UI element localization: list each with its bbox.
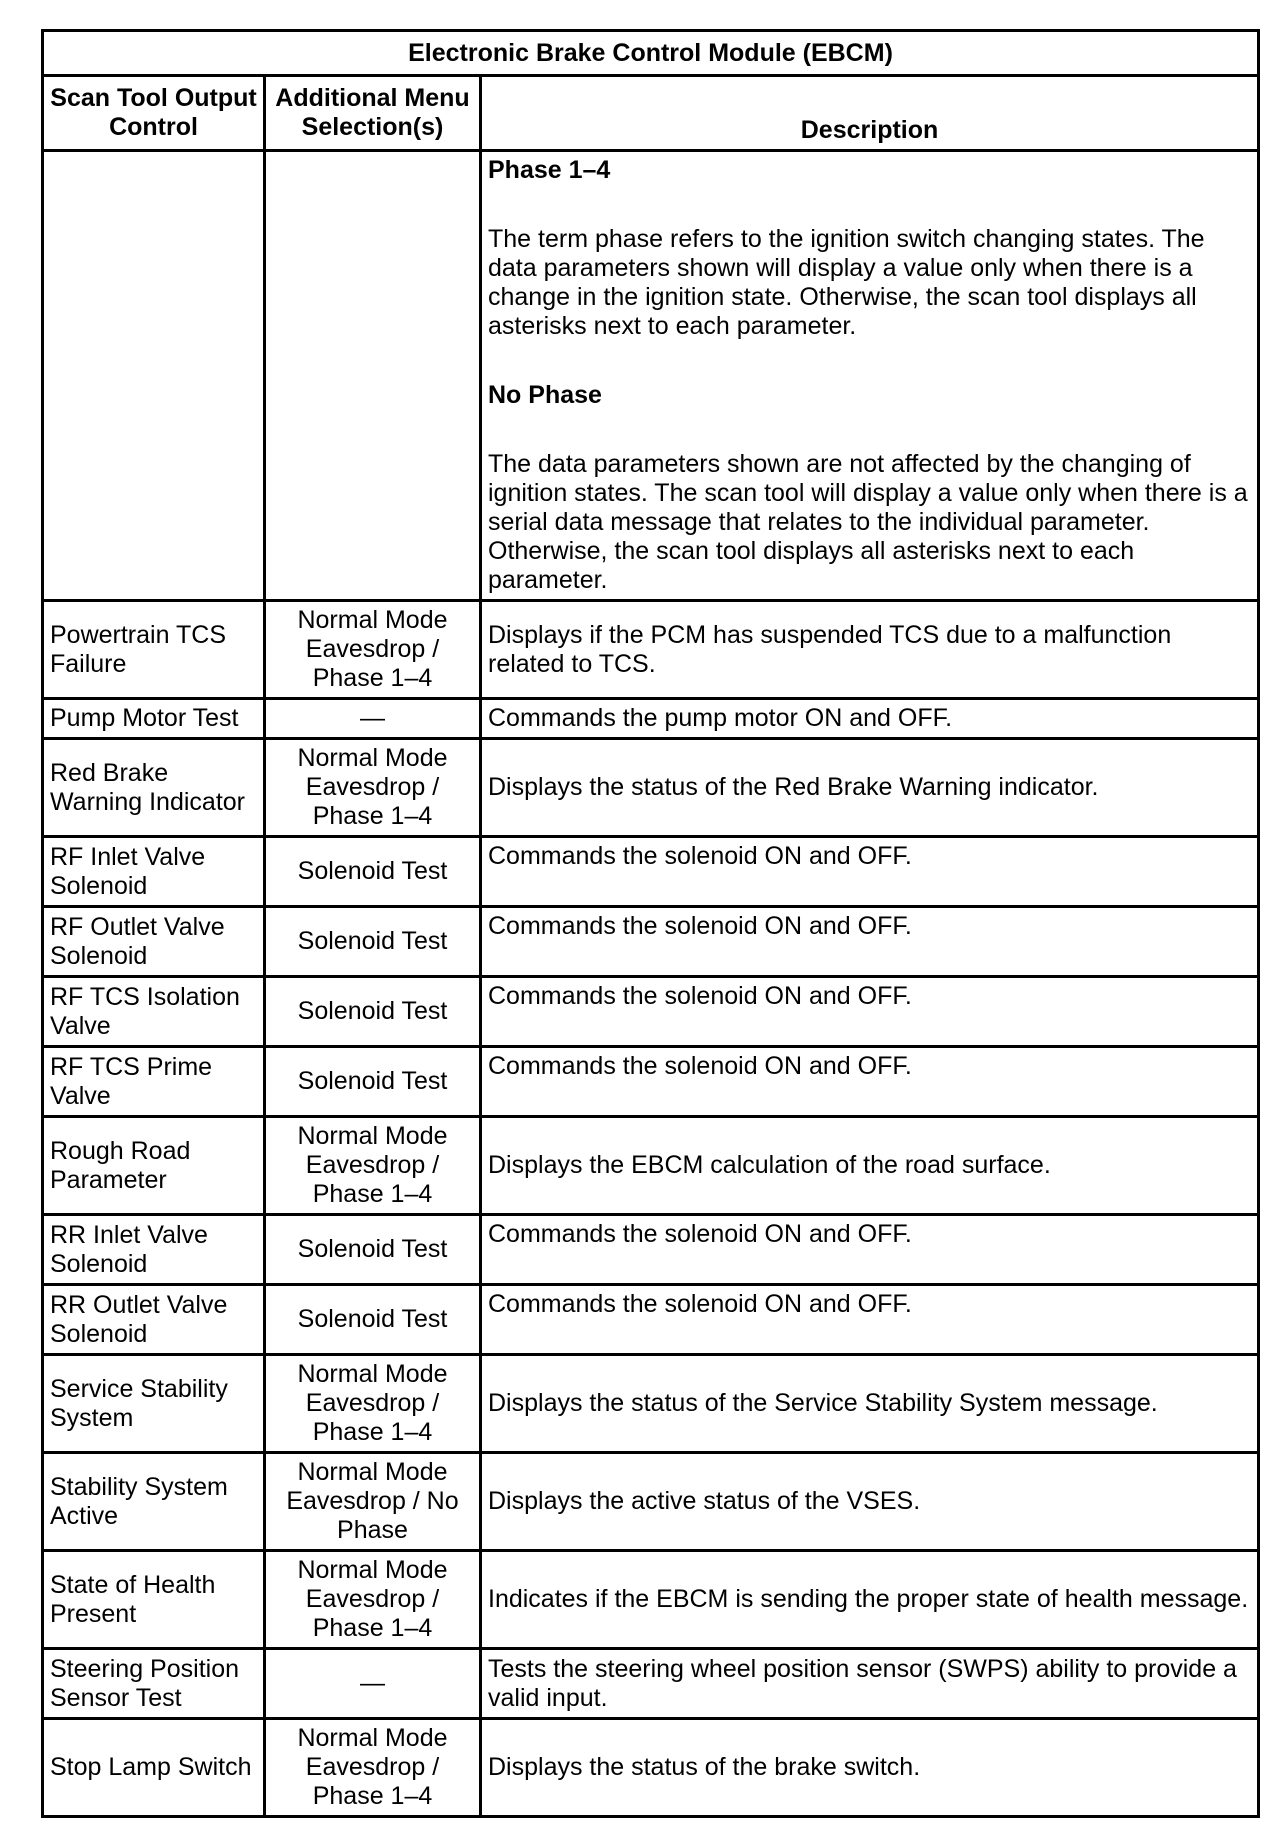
selection-cell: Solenoid Test	[265, 907, 481, 977]
selection-cell: Solenoid Test	[265, 1047, 481, 1117]
selection-cell: Normal Mode Eavesdrop / Phase 1–4	[265, 1355, 481, 1453]
description-cell: Displays if the PCM has suspended TCS due to a malfunction related to TCS.	[481, 601, 1259, 699]
table-row	[43, 1355, 1259, 1453]
header-additional-menu-selections: Additional Menu Selection(s)	[265, 76, 481, 151]
table-row	[43, 1117, 1259, 1215]
selection-cell: Normal Mode Eavesdrop / Phase 1–4	[265, 601, 481, 699]
phase-heading: Phase 1–4	[488, 156, 611, 184]
selection-cell: —	[265, 1649, 481, 1719]
table-row	[43, 1453, 1259, 1551]
tool-cell: Service Stability System	[43, 1355, 265, 1453]
selection-cell: Normal Mode Eavesdrop / Phase 1–4	[265, 1719, 481, 1817]
table-row	[43, 837, 1259, 907]
table-title: Electronic Brake Control Module (EBCM)	[43, 31, 1259, 76]
selection-cell: Solenoid Test	[265, 1285, 481, 1355]
table-row	[43, 1551, 1259, 1649]
table-row	[43, 601, 1259, 699]
description-cell: Displays the active status of the VSES.	[481, 1453, 1259, 1551]
tool-cell: Powertrain TCS Failure	[43, 601, 265, 699]
header-description: Description	[481, 76, 1259, 151]
table-row	[43, 699, 1259, 739]
description-cell: Commands the solenoid ON and OFF.	[481, 907, 1259, 977]
description-cell: Commands the solenoid ON and OFF.	[481, 1285, 1259, 1355]
selection-cell: Solenoid Test	[265, 1215, 481, 1285]
selection-cell: Normal Mode Eavesdrop / Phase 1–4	[265, 739, 481, 837]
table-title-row	[43, 31, 1259, 76]
tool-cell: RR Inlet Valve Solenoid	[43, 1215, 265, 1285]
description-cell: Displays the status of the Service Stability System message.	[481, 1355, 1259, 1453]
ebcm-table	[41, 29, 1260, 1818]
tool-cell: Stop Lamp Switch	[43, 1719, 265, 1817]
table-row	[43, 907, 1259, 977]
tool-cell: RR Outlet Valve Solenoid	[43, 1285, 265, 1355]
intro-empty-cell	[265, 151, 481, 601]
table-row	[43, 739, 1259, 837]
tool-cell: Red Brake Warning Indicator	[43, 739, 265, 837]
header-scan-tool-output-control: Scan Tool Output Control	[43, 76, 265, 151]
tool-cell: Steering Position Sensor Test	[43, 1649, 265, 1719]
no-phase-heading: No Phase	[488, 381, 602, 409]
tool-cell: State of Health Present	[43, 1551, 265, 1649]
table-header-row	[43, 76, 1259, 151]
tool-cell: RF TCS Prime Valve	[43, 1047, 265, 1117]
description-cell: Displays the EBCM calculation of the road surface.	[481, 1117, 1259, 1215]
description-cell: Commands the solenoid ON and OFF.	[481, 977, 1259, 1047]
table-row	[43, 1285, 1259, 1355]
selection-cell: Normal Mode Eavesdrop / No Phase	[265, 1453, 481, 1551]
tool-cell: RF Outlet Valve Solenoid	[43, 907, 265, 977]
description-cell: Indicates if the EBCM is sending the proper state of health message.	[481, 1551, 1259, 1649]
tool-cell: RF TCS Isolation Valve	[43, 977, 265, 1047]
selection-cell: Solenoid Test	[265, 837, 481, 907]
tool-cell: RF Inlet Valve Solenoid	[43, 837, 265, 907]
table-row	[43, 1215, 1259, 1285]
table-row	[43, 1649, 1259, 1719]
description-cell: Commands the solenoid ON and OFF.	[481, 1047, 1259, 1117]
phase-text: The term phase refers to the ignition switch changing states. The data parameters shown will display a value only when there is a change in the ignition state. Otherwise, the scan tool displays all asterisks next to each parameter.	[488, 225, 1205, 340]
table-row	[43, 977, 1259, 1047]
tool-cell: Pump Motor Test	[43, 699, 265, 739]
tool-cell: Stability System Active	[43, 1453, 265, 1551]
description-cell: Displays the status of the Red Brake Warning indicator.	[481, 739, 1259, 837]
intro-row	[43, 151, 1259, 601]
selection-cell: Solenoid Test	[265, 977, 481, 1047]
description-cell: Commands the solenoid ON and OFF.	[481, 1215, 1259, 1285]
intro-description	[481, 151, 1259, 601]
tool-cell: Rough Road Parameter	[43, 1117, 265, 1215]
table-row	[43, 1719, 1259, 1817]
selection-cell: —	[265, 699, 481, 739]
description-cell: Commands the pump motor ON and OFF.	[481, 699, 1259, 739]
table-row	[43, 1047, 1259, 1117]
description-cell: Displays the status of the brake switch.	[481, 1719, 1259, 1817]
description-cell: Tests the steering wheel position sensor (SWPS) ability to provide a valid input.	[481, 1649, 1259, 1719]
description-cell: Commands the solenoid ON and OFF.	[481, 837, 1259, 907]
selection-cell: Normal Mode Eavesdrop / Phase 1–4	[265, 1117, 481, 1215]
intro-empty-cell	[43, 151, 265, 601]
selection-cell: Normal Mode Eavesdrop / Phase 1–4	[265, 1551, 481, 1649]
no-phase-text: The data parameters shown are not affected by the changing of ignition states. The scan tool will display a value only when there is a serial data message that relates to the individual parameter. Otherwise, the scan tool displays all asterisks next to each parameter.	[488, 450, 1248, 594]
